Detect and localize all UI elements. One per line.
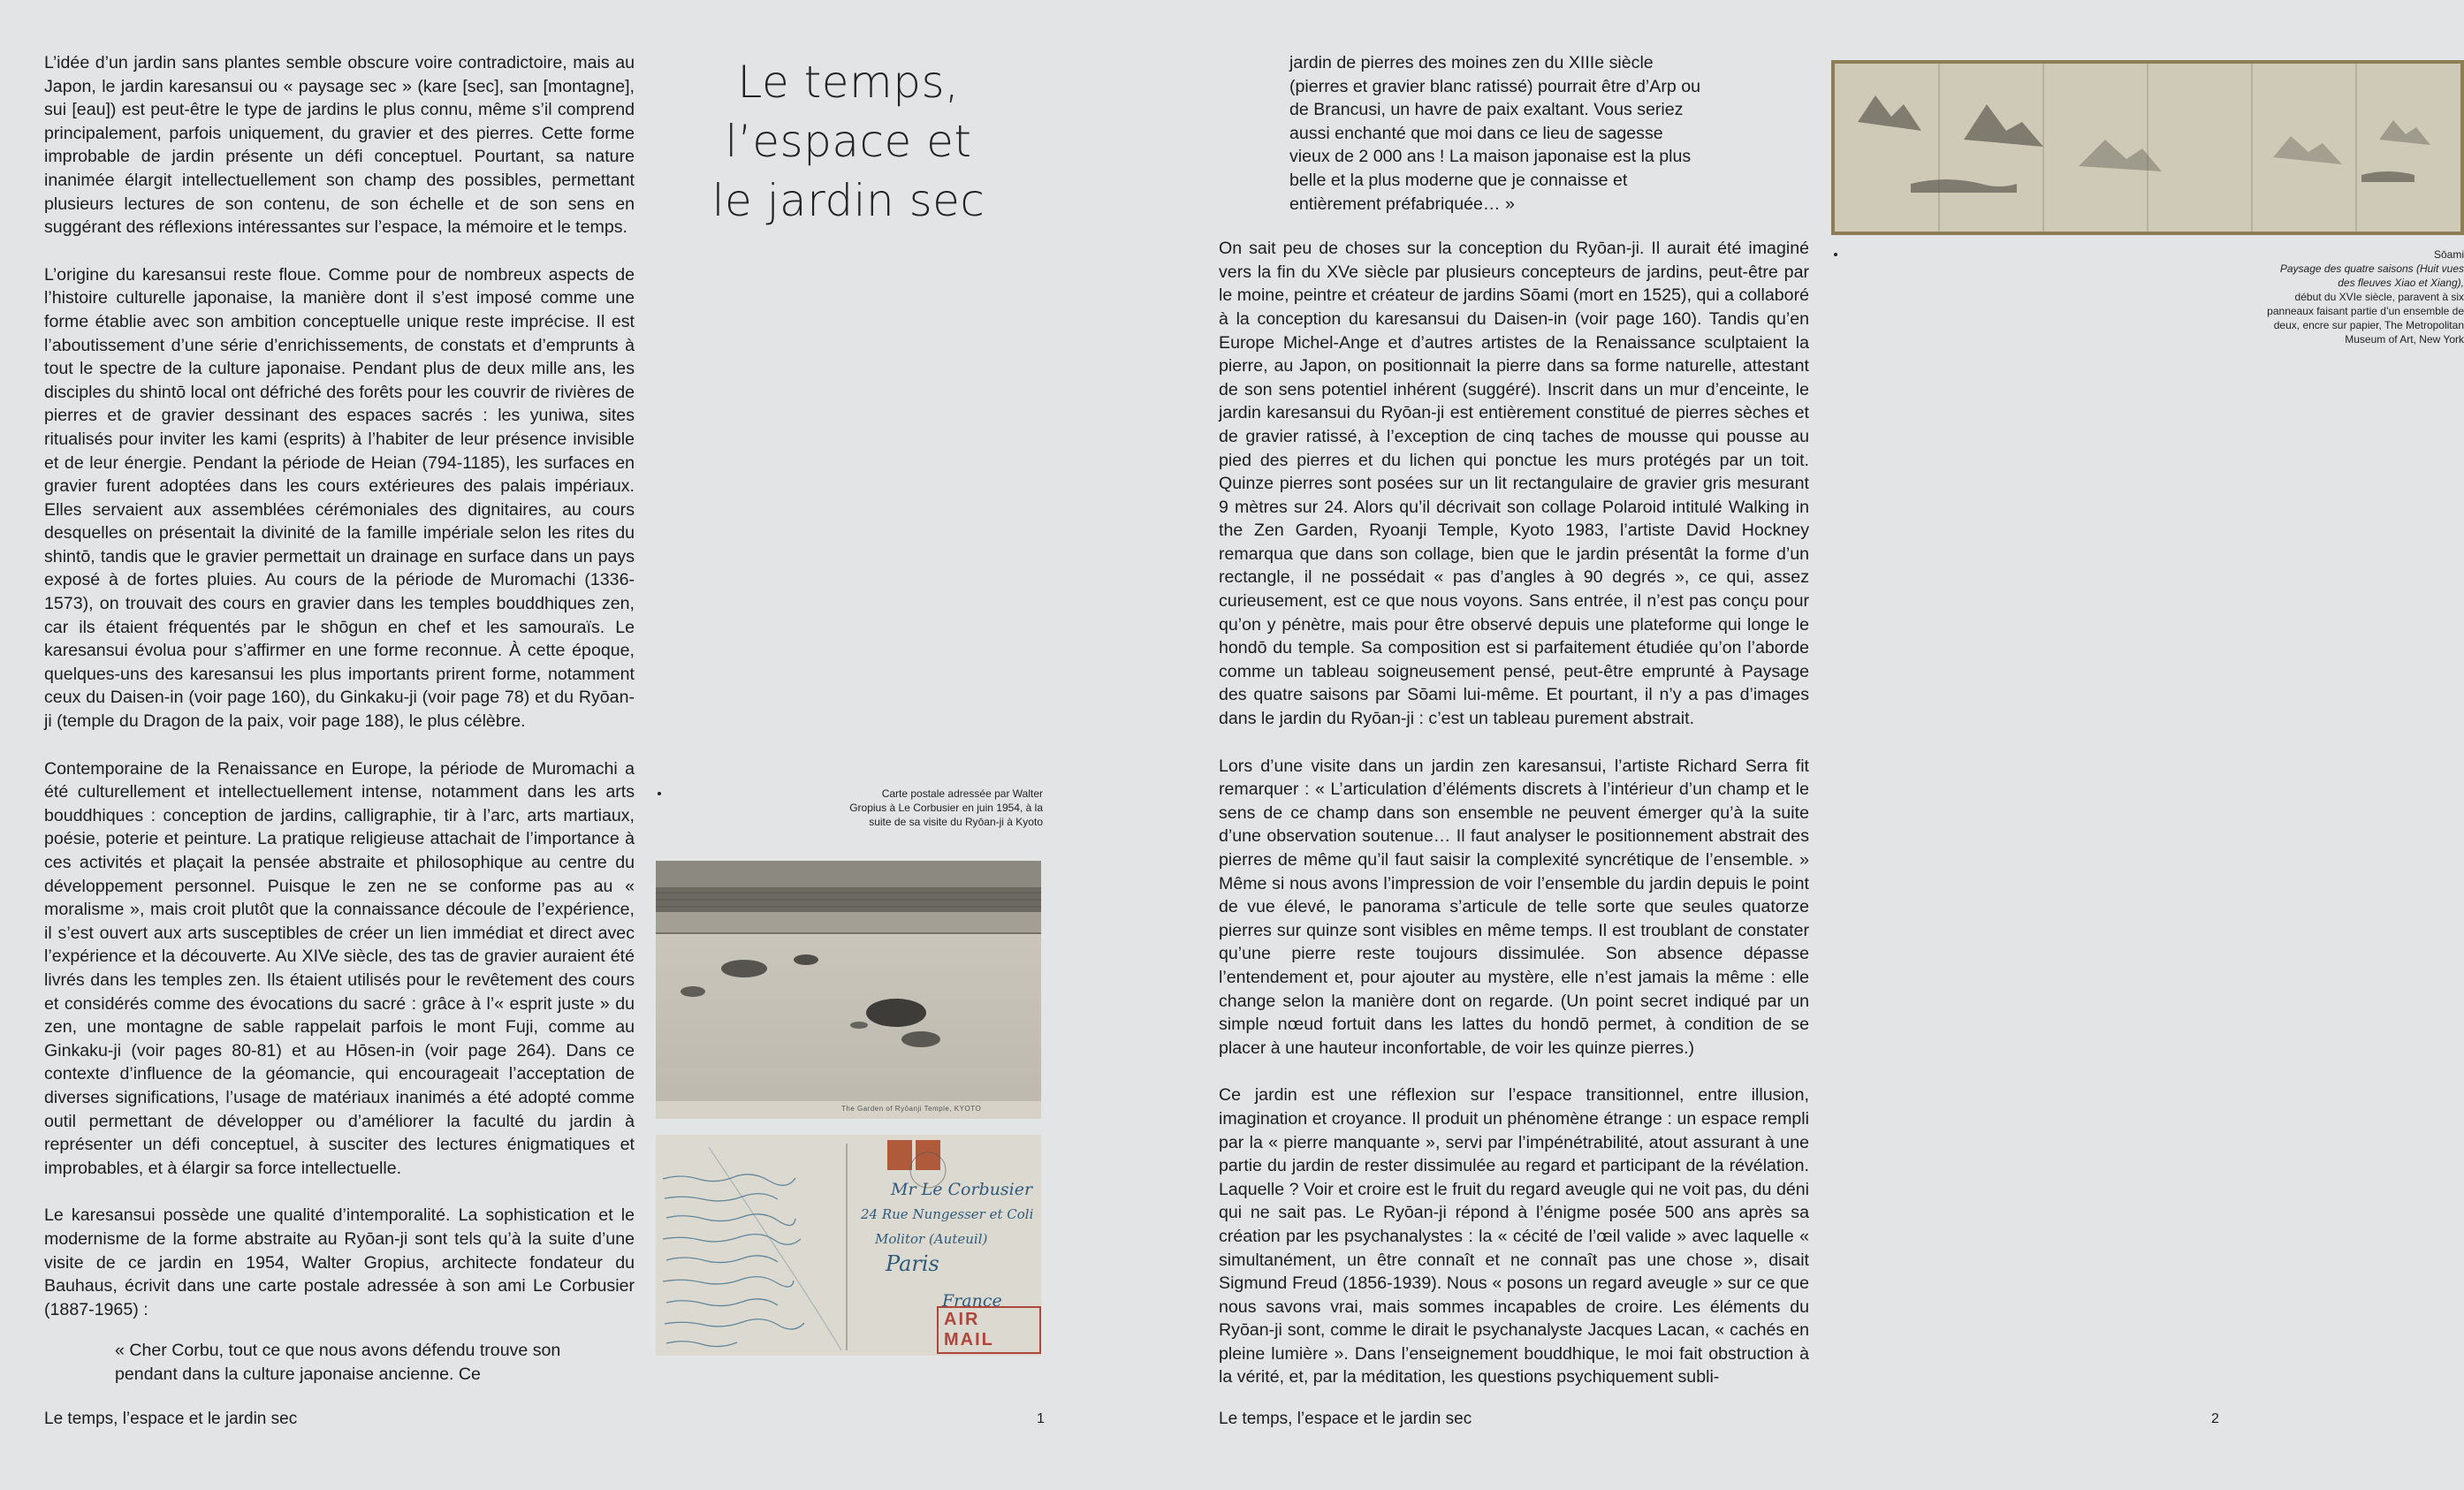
landscape-painting-illustration	[1831, 60, 2464, 235]
paragraph: On sait peu de choses sur la conception du Ryōan-ji. Il aurait été imaginé vers la fin du XVe siècle par plusieurs concepteurs de jardins, peut-être par le moine, peintre et créateur de jardins Sōami (mort en 1525), qui a collaboré à la conception du karesansui du Daisen-in (voir page 160). Tandis qu’en Europe Michel-Ange et d’autres artistes de la Renaissance sculptaient la pierre, au Japon, on positionnait la pierre dans sa forme naturelle, attestant de son sens potentiel inhérent (suggéré). Inscrit dans un mur d’enceinte, le jardin karesansui du Ryōan-ji est entièrement constitué de pierres sèches et de gravier ratissé, à l’exception de cinq taches de mousse qui pousse au pied des pierres et du lichen qui ponctue les murs protégés par un toit. Quinze pierres sont posées sur un lit rectangulaire de gravier gris mesurant 9 mètres sur 24. Alors qu’il décrivait son collage Polaroid intitulé Walking in the Zen Garden, Ryoanji Temple, Kyoto 1983, l’artiste David Hockney remarqua que dans son collage, bien que le jardin présentât la forme d’un rectangle, il ne possédait « pas d’angles à 90 degrés », ce qui, assez curieusement, est ce que nous voyons. Sans entrée, il n’est pas conçu pour qu’on y pénètre, mais pour être observé depuis une plateforme qui longe le hondō du temple. Sa composition est si parfaitement étudiée qu’on l’aborde comme un tableau soigneusement pensé, peut-être emprunté à Paysage des quatre saisons par Sōami lui-même. Et pourtant, il n’y a pas d’images dans le jardin du Ryōan-ji : c’est un tableau purement abstrait.	[1219, 239, 1809, 729]
caption-detail: début du XVIe siècle, paravent à six panneaux faisant partie d’un ensemble de deux, encre sur papier, The Metropolitan Museum of Art, New York	[2267, 291, 2464, 346]
soami-screen-image	[1831, 60, 2464, 235]
caption-marker	[1834, 253, 1837, 256]
airmail-stamp: AIR MAIL	[937, 1306, 1041, 1354]
screen-caption	[2266, 247, 2464, 346]
gropius-quote-continued: jardin de pierres des moines zen du XIIIe siècle (pierres et gravier blanc ratissé) pourrait être d’Arp ou de Brancusi, un havre de paix exaltant. Vous seriez aussi enchanté que moi dans ce lieu de sagesse vieux de 2 000 ans ! La maison japonaise est la plus belle et la plus moderne que je connaisse et entièrement préfabriquée… »	[1289, 53, 1701, 214]
paragraph: Le karesansui possède une qualité d’intemporalité. La sophistication et le modernisme de la forme abstraite au Ryōan-ji sont tels qu’à la suite d’une visite de ce jardin en 1954, Walter Gropius, architecte fondateur du Bauhaus, écrivit dans une carte postale adressée à son ami Le Corbusier (1887-1965) :	[44, 1205, 635, 1319]
postcard-caption: Carte postale adressée par Walter Gropius à Le Corbusier en juin 1954, à la suite de sa visite du Ryōan-ji à Kyoto	[849, 787, 1043, 828]
envelope-address	[861, 1177, 1033, 1313]
address-line: France	[942, 1291, 1002, 1311]
address-line: 24 Rue Nungesser et Coli	[861, 1206, 1034, 1222]
caption-marker	[658, 792, 661, 795]
running-footer: Le temps, l’espace et le jardin sec	[1219, 1410, 1472, 1428]
postcard-back-image	[656, 1135, 1041, 1356]
page-number: 1	[1037, 1411, 1045, 1426]
chapter-title: Le temps, l’espace et le jardin sec	[711, 57, 985, 226]
caption-author: Sōami	[2433, 248, 2464, 261]
right-text-column	[1219, 51, 1809, 1413]
left-page	[0, 0, 1131, 1490]
caption-title: Paysage des quatre saisons (Huit vues des fleuves Xiao et Xiang),	[2279, 262, 2464, 289]
address-line: Molitor (Auteuil)	[875, 1231, 988, 1247]
ryoanji-postcard-photo	[656, 861, 1041, 1119]
running-footer: Le temps, l’espace et le jardin sec	[44, 1410, 298, 1428]
gropius-quote: « Cher Corbu, tout ce que nous avons défendu trouve son pendant dans la culture japonaise ancienne. Ce	[115, 1341, 561, 1384]
garden-illustration	[656, 861, 1041, 1119]
address-line: Mr Le Corbusier	[891, 1180, 1033, 1199]
address-line: Paris	[886, 1251, 939, 1276]
page-number: 2	[2211, 1411, 2219, 1426]
paragraph: L’idée d’un jardin sans plantes semble obscure voire contradictoire, mais au Japon, le jardin karesansui ou « paysage sec » (kare [sec], san [montagne], sui [eau]) est peut-être le type de jardins le plus connu, même s’il comprend principalement, parfois uniquement, du gravier et des pierres. Cette forme improbable de jardin présente un défi conceptuel. Pourtant, sa nature inanimée élargit intellectuellement son champ des possibles, permettant plusieurs lectures de son contenu, de son échelle et de son sens en suggérant des réflexions intéressantes sur l’espace, la mémoire et le temps.	[44, 53, 635, 238]
paragraph: L’origine du karesansui reste floue. Comme pour de nombreux aspects de l’histoire culturelle japonaise, la manière dont il s’est imposé comme une forme établie avec son ambition conceptuelle unique reste imprécise. Il est l’aboutissement d’une série d’enrichissements, de constats et d’emprunts à tout le spectre de la culture japonaise. Pendant plus de deux mille ans, les disciples du shintō local ont défriché des forêts pour les couvrir de rivières de pierres et de gravier dessinant des espaces sacrés : les yuniwa, sites ritualisés pour inviter les kami (esprits) à l’habiter de leur présence invisible et de leur énergie. Pendant la période de Heian (794-1185), les surfaces en gravier furent adoptées dans les cours extérieures des palais impériaux. Elles servaient aux assemblées cérémoniales des dignitaires, au cours desquelles on présentait la divinité de la famille impériale selon les rites du shintō, tandis que le gravier permettait un drainage en surface dans un pays exposé à de fortes pluies. Au cours de la période de Muromachi (1336-1573), on trouvait des cours en gravier dans les temples bouddhiques zen, car ils étaient fréquentés par le shōgun en chef et les samouraïs. Le karesansui évolua pour s’affirmer en une forme reconnue. À cette époque, quelques-uns des karesansui les plus importants prirent forme, notamment ceux du Daisen-in (voir page 160), du Ginkaku-ji (voir page 78) et du Ryōan-ji (temple du Dragon de la paix, voir page 188), le plus célèbre.	[44, 264, 635, 732]
postcard-photo-caption: The Garden of Ryōanji Temple, KYOTO	[841, 1105, 982, 1113]
paragraph: Ce jardin est une réflexion sur l’espace transitionnel, entre illusion, imagination et croyance. Il produit un phénomène étrange : un espace rempli par la « pierre manquante », servi par l’impénétrabilité, atout assurant à une partie du jardin de rester dissimulée au regard et participant de la révélation. Laquelle ? Voir et croire est le fruit du regard aveugle qui ne voit pas, du déni qui ne sait pas. Le Ryōan-ji répond à l’énigme posée 500 ans après sa création par les psychanalystes : la « cécité de l’œil valide » avec laquelle « simultanément, un être connaît et ne connaît pas une chose », disait Sigmund Freud (1856-1939). Nous « posons un regard aveugle » sur ce que nous savons vrai, mais sommes incapables de croire. Les éléments du Ryōan-ji sont, comme le dirait le psychanalyste Jacques Lacan, « cachés en pleine lumière ». Dans l’enseignement bouddhique, le moi fait obstruction à la vérité, et, par la méditation, les questions psychiquement subli-	[1219, 1085, 1809, 1387]
paragraph: Lors d’une visite dans un jardin zen karesansui, l’artiste Richard Serra fit remarquer : « L’articulation d’éléments discrets à l’intérieur d’un champ et le sens de ce champ dans son ensemble ne peuvent émerger qu’à la suite d’une observation soutenue… Il faut analyser le positionnement abstrait des pierres de même qu’il faut saisir la complexité syncrétique de l’ensemble. » Même si nous avons l’impression de voir l’ensemble du jardin depuis le point de vue élevé, le panorama s’articule de telle sorte que seules quatorze pierres sur quinze sont visibles en même temps. Il est troublant de constater qu’une pierre reste toujours dissimulée. Son absence dépasse l’entendement et, pour ajouter au mystère, elle n’est jamais la même : elle change selon la manière dont on regarde. (Un point secret indiqué par un simple nœud fortuit dans les lattes du hondō permet, à condition de se placer à une hauteur inconfortable, de voir les quinze pierres.)	[1219, 756, 1809, 1058]
left-text-column	[44, 51, 635, 1410]
paragraph: Contemporaine de la Renaissance en Europe, la période de Muromachi a été culturellement et intellectuellement intense, notamment dans les arts bouddhiques : conception de jardins, calligraphie, tir à l’arc, arts martiaux, poésie, poterie et peinture. La pratique religieuse attachait de l’importance à ces activités et plaçait la pensée abstraite et philosophique au centre du développement personnel. Puisque le zen ne se conforme pas au « moralisme », mais croit plutôt que la connaissance découle de l’expérience, il s’est ouvert aux arts susceptibles de créer un lien immédiat et direct avec l’expérience et la découverte. Au XIVe siècle, des tas de gravier auraient été livrés dans les temples zen. Ils étaient utilisés pour le revêtement des cours et considérés comme des évocations du sacré : grâce à l’« esprit juste » du zen, une montagne de sable rappelait parfois le mont Fuji, comme au Ginkaku-ji (voir pages 80-81) et au Hōsen-in (voir page 264). Dans ce contexte d’influence de la géomancie, qui encourageait l’acceptation de diverses significations, l’usage de matériaux inanimés a été adopté comme outil permettant de développer ou d’améliorer la faculté du jardin à représenter un défi conceptuel, à susciter des lectures énigmatiques et improbables, et à élargir sa force intellectuelle.	[44, 758, 635, 1178]
right-page	[1131, 0, 2464, 1490]
